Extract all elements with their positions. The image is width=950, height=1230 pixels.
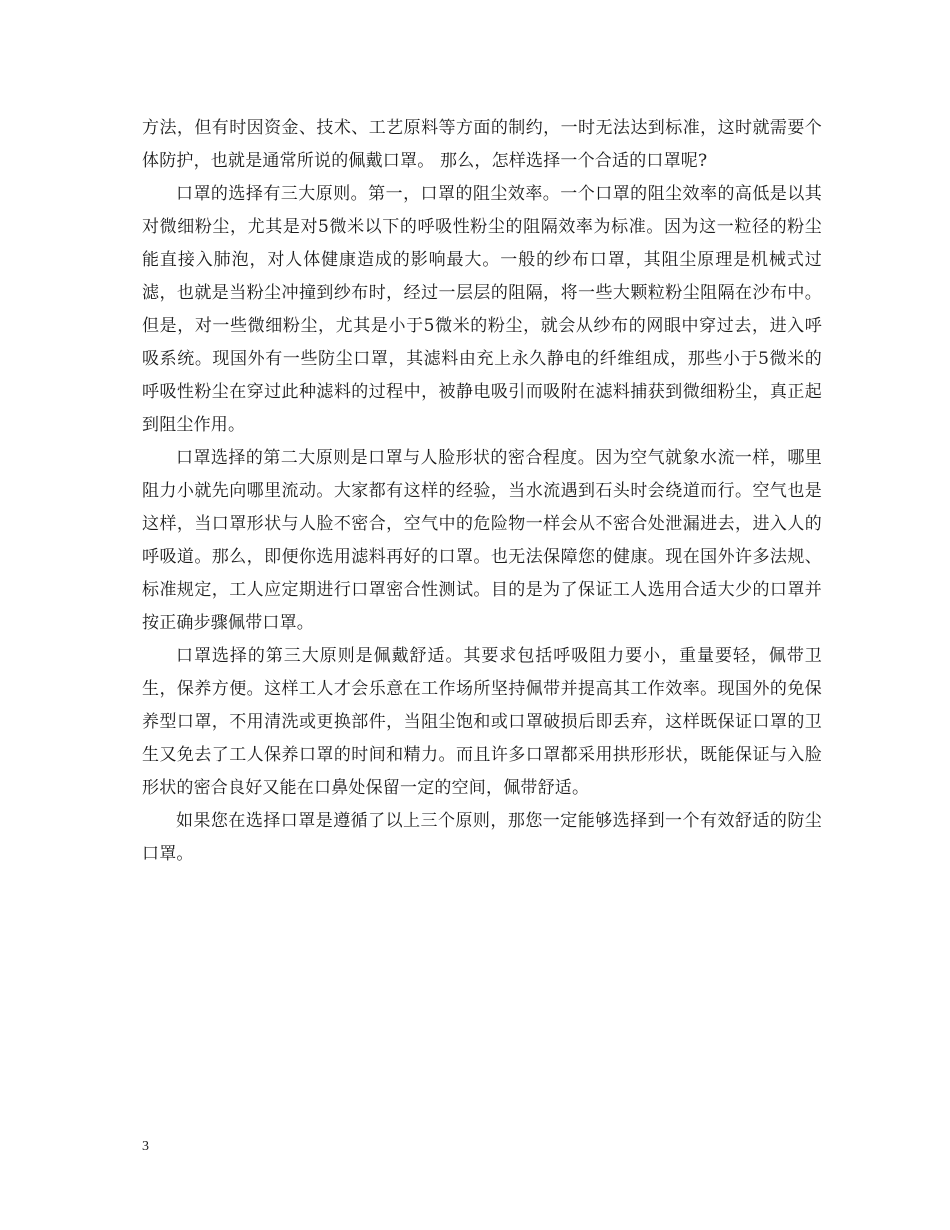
paragraph-continuation: 方法，但有时因资金、技术、工艺原料等方面的制约，一时无法达到标准，这时就需要个体防护，也就是通常所说的佩戴口罩。 那么，怎样选择一个合适的口罩呢?: [142, 118, 822, 171]
page-number: 3: [142, 1139, 149, 1154]
body-text: [142, 112, 822, 871]
paragraph-comfort: 口罩选择的第三大原则是佩戴舒适。其要求包括呼吸阻力要小，重量要轻，佩带卫生，保养方便。这样工人才会乐意在工作场所坚持佩带并提高其工作效率。现国外的免保养型口罩，不用清洗或更换部件，当阻尘饱和或口罩破损后即丢弃，这样既保证口罩的卫生又免去了工人保养口罩的时间和精力。而且许多口罩都采用拱形形状，既能保证与入脸形状的密合良好又能在口鼻处保留一定的空间，佩带舒适。: [142, 646, 822, 798]
paragraph-conclusion: 如果您在选择口罩是遵循了以上三个原则，那您一定能够选择到一个有效舒适的防尘口罩。: [142, 811, 822, 864]
paragraph-face-fit: 口罩选择的第二大原则是口罩与人脸形状的密合程度。因为空气就象水流一样，哪里阻力小就先向哪里流动。大家都有这样的经验，当水流遇到石头时会绕道而行。空气也是这样，当口罩形状与人脸不密合，空气中的危险物一样会从不密合处泄漏进去，进入人的呼吸道。那么，即便你选用滤料再好的口罩。也无法保障您的健康。现在国外许多法规、标准规定，工人应定期进行口罩密合性测试。目的是为了保证工人选用合适大少的口罩并按正确步骤佩带口罩。: [142, 448, 822, 633]
paragraph-dust-efficiency: 口罩的选择有三大原则。第一，口罩的阻尘效率。一个口罩的阻尘效率的高低是以其对微细粉尘，尤其是对5微米以下的呼吸性粉尘的阻隔效率为标准。因为这一粒径的粉尘能直接入肺泡，对人体健康造成的影响最大。一般的纱布口罩，其阻尘原理是机械式过滤，也就是当粉尘冲撞到纱布时，经过一层层的阻隔，将一些大颗粒粉尘阻隔在沙布中。但是，对一些微细粉尘，尤其是小于5微米的粉尘，就会从纱布的网眼中穿过去，进入呼吸系统。现国外有一些防尘口罩，其滤料由充上永久静电的纤维组成，那些小于5微米的呼吸性粉尘在穿过此种滤料的过程中，被静电吸引而吸附在滤料捕获到微细粉尘，真正起到阻尘作用。: [142, 184, 822, 435]
